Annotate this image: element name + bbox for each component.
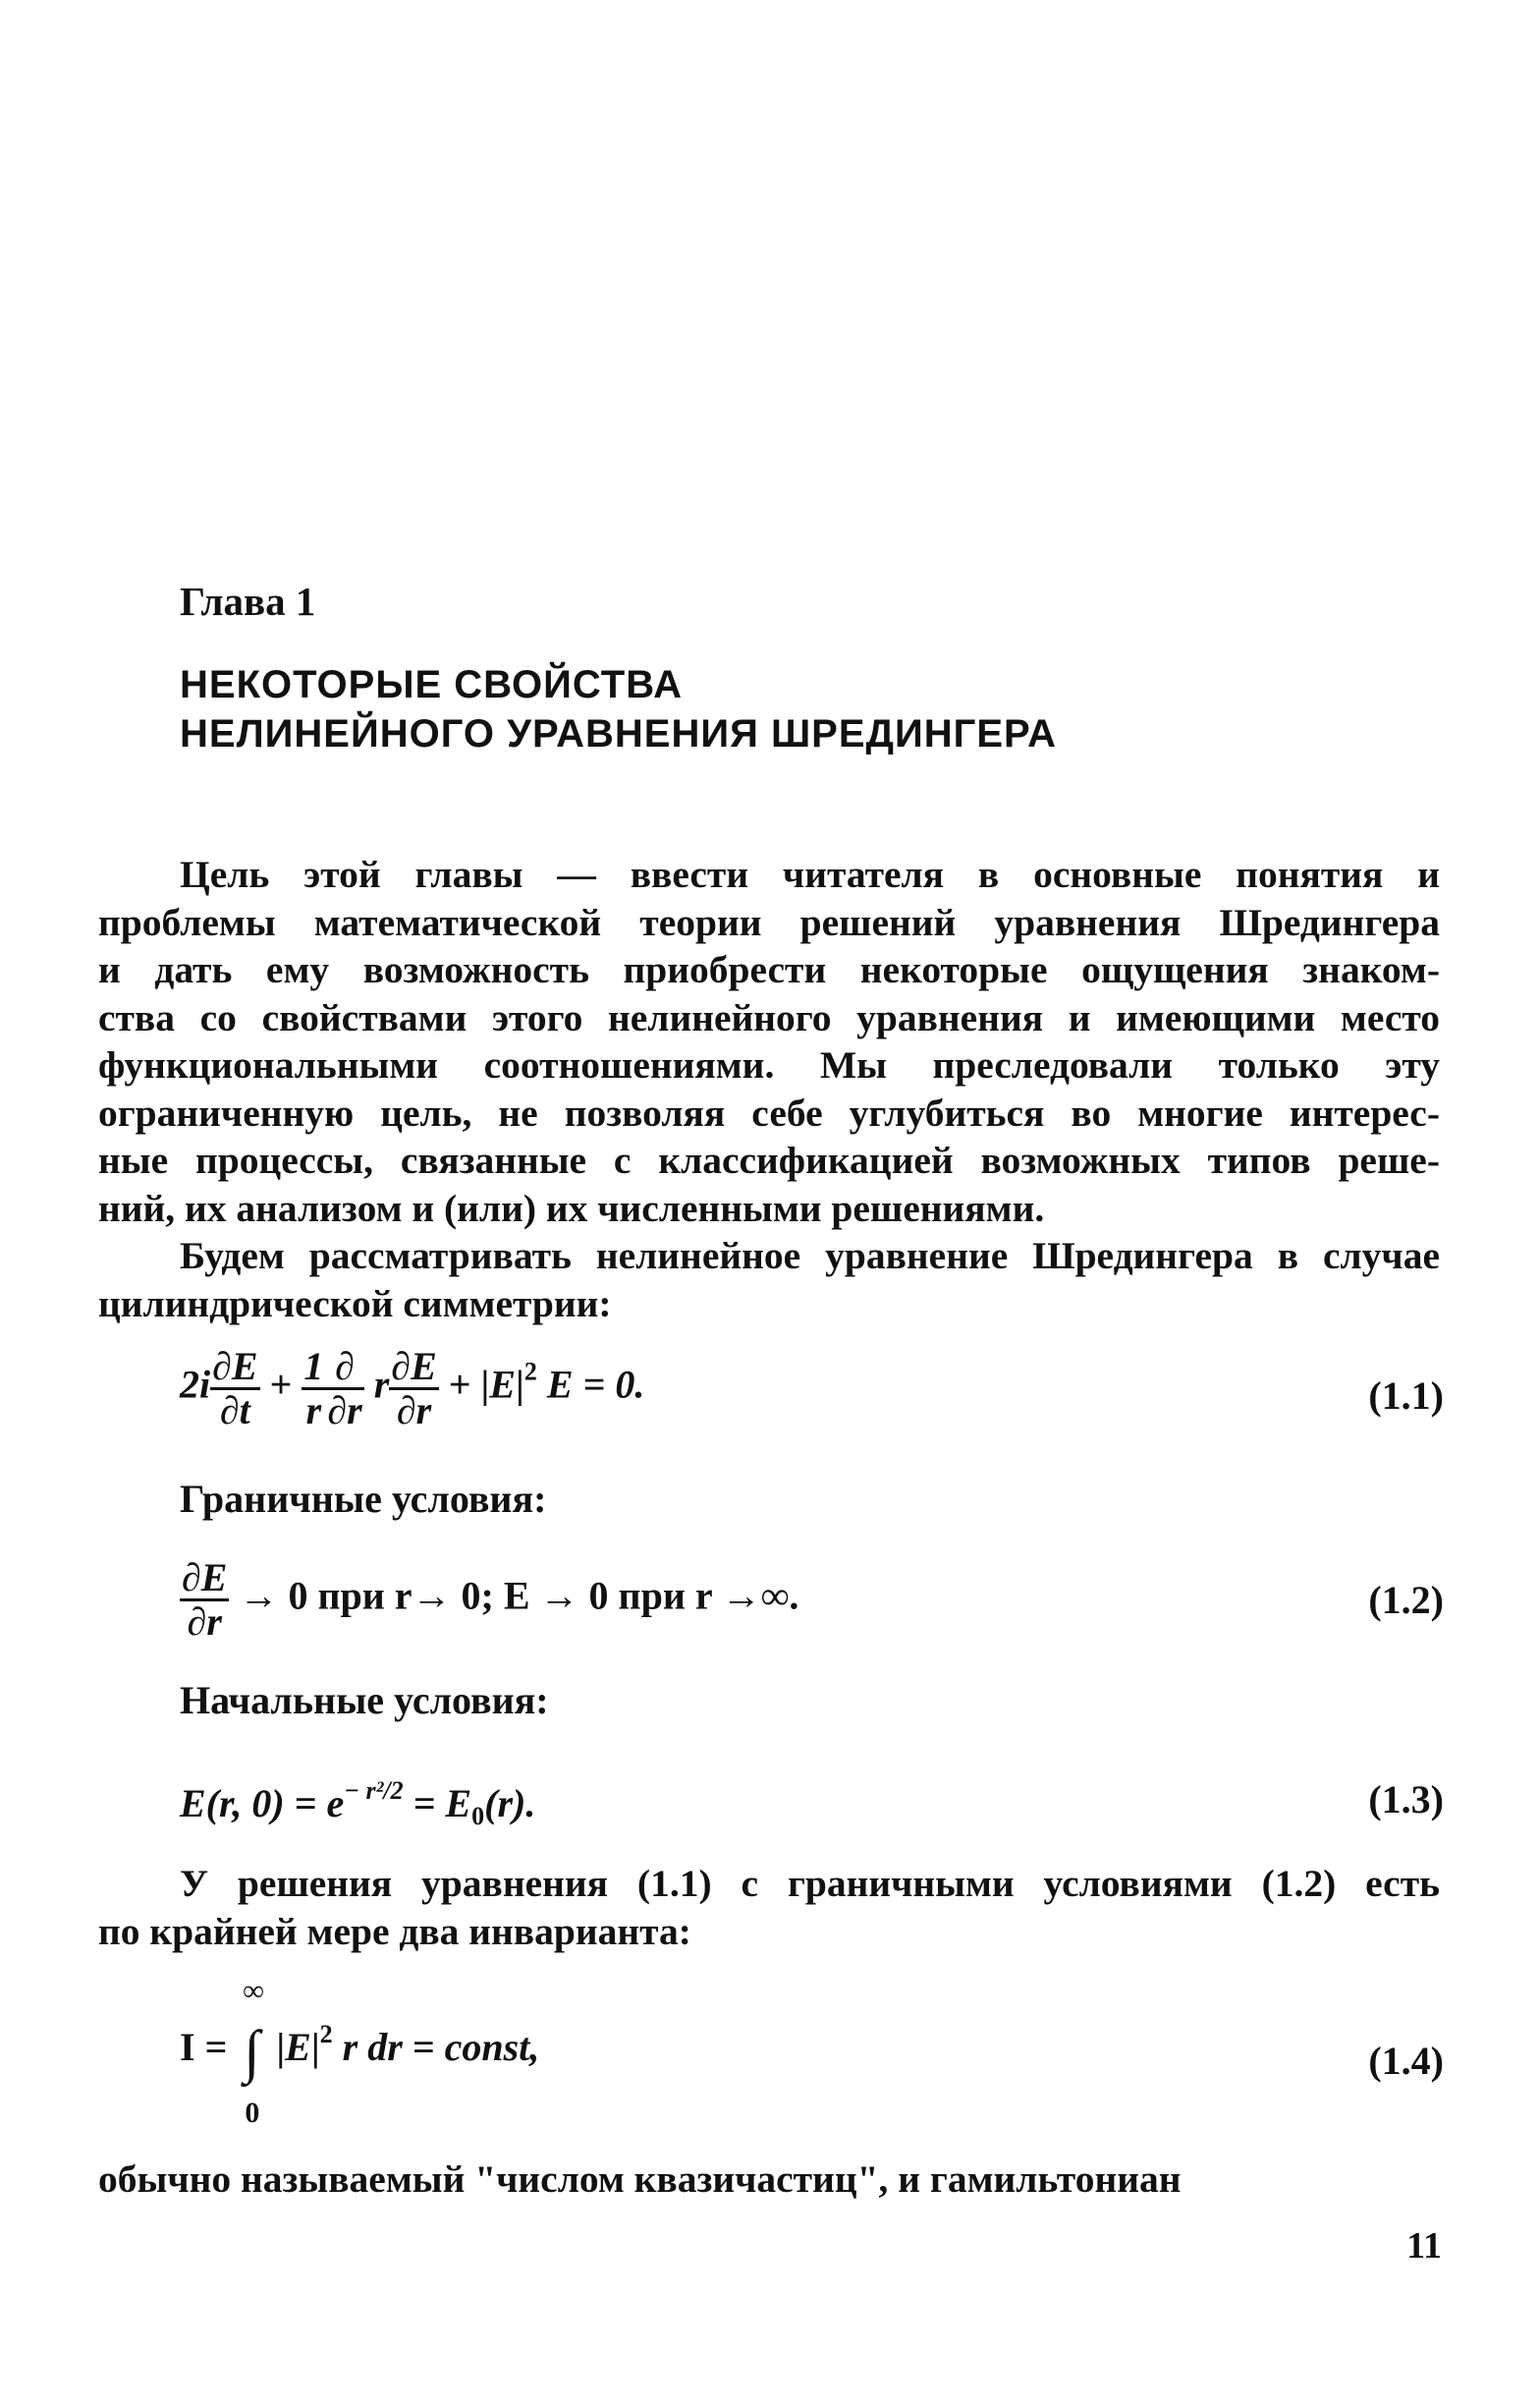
consider-paragraph: [98, 1232, 1440, 1327]
initial-conditions-label: Начальные условия:: [180, 1678, 549, 1722]
paragraph-line: ний, их анализом и (или) их численными решениями.: [98, 1186, 1045, 1230]
equation-1-2: $\frac{\partial E}{\partial r}$ → 0 при r→ 0; E → 0 при r →∞.: [182, 1555, 799, 1644]
boundary-conditions-label: Граничные условия:: [180, 1477, 547, 1521]
paragraph-line: ства со свойствами этого нелинейного уравнения и имеющими место: [98, 995, 1440, 1039]
paragraph-line: функциональными соотношениями. Мы преследовали только эту: [98, 1043, 1440, 1087]
paragraph-line: проблемы математической теории решений уравнения Шредингера: [98, 900, 1440, 944]
fraction: $\frac{\partial E}{\partial t}$: [212, 1344, 258, 1432]
fraction: $\frac{\partial E}{\partial r}$: [391, 1344, 437, 1432]
invariants-paragraph: [98, 1860, 1440, 1955]
chapter-title-line-1: НЕКОТОРЫЕ СВОЙСТВА: [180, 663, 684, 706]
paragraph-line: ограниченную цель, не позволяя себе углубиться во многие интерес-: [98, 1091, 1440, 1135]
closing-paragraph: [98, 2156, 1440, 2204]
chapter-title: [180, 660, 1057, 758]
paragraph-line: цилиндрической симметрии:: [98, 1281, 612, 1325]
paragraph-line: обычно называемый "числом квазичастиц", и гамильтониан: [98, 2157, 1182, 2201]
chapter-title-line-2: НЕЛИНЕЙНОГО УРАВНЕНИЯ ШРЕДИНГЕРА: [180, 712, 1058, 756]
fraction: $\frac{\partial E}{\partial r}$: [182, 1555, 228, 1644]
paragraph-line: ные процессы, связанные с классификацией возможных типов реше-: [98, 1139, 1440, 1182]
intro-paragraph: [98, 851, 1440, 1232]
equation-number-1-2: (1.2): [1368, 1578, 1444, 1622]
paragraph-line: по крайней мере два инварианта:: [98, 1909, 691, 1953]
equation-number-1-4: (1.4): [1368, 2039, 1444, 2083]
equation-number-1-1: (1.1): [1368, 1373, 1444, 1418]
page-number: 11: [1406, 2225, 1442, 2267]
fraction: $\frac{1}{r}$: [303, 1344, 324, 1432]
equation-1-4: I = ∞ ∫ 0 $|E|^2$ r dr = const,: [180, 1974, 540, 2129]
equation-1-1: 2i $\frac{\partial E}{\partial t}$ + $\frac{1}{r}$ $\frac{\partial}{\partial r}$ r $\frac{\partial E}{\partial r}$ + $|E|^2$ E = 0.: [180, 1344, 645, 1432]
equation-number-1-3: (1.3): [1368, 1777, 1444, 1821]
integral-sign: ∞ ∫ 0: [243, 1974, 264, 2129]
paragraph-line: Будем рассматривать нелинейное уравнение Шредингера в случае: [180, 1234, 1440, 1277]
paragraph-line: Цель этой главы — ввести читателя в основные понятия и: [180, 853, 1440, 896]
fraction: $\frac{\partial}{\partial r}$: [327, 1344, 362, 1432]
paragraph-line: и дать ему возможность приобрести некоторые ощущения знаком-: [98, 948, 1440, 991]
paragraph-line: У решения уравнения (1.1) с граничными условиями (1.2) есть: [180, 1862, 1440, 1905]
equation-1-3: E(r, $0) = e^{- r^2/2} = E_0(r)$.: [180, 1776, 536, 1830]
chapter-label: Глава 1: [180, 579, 316, 624]
